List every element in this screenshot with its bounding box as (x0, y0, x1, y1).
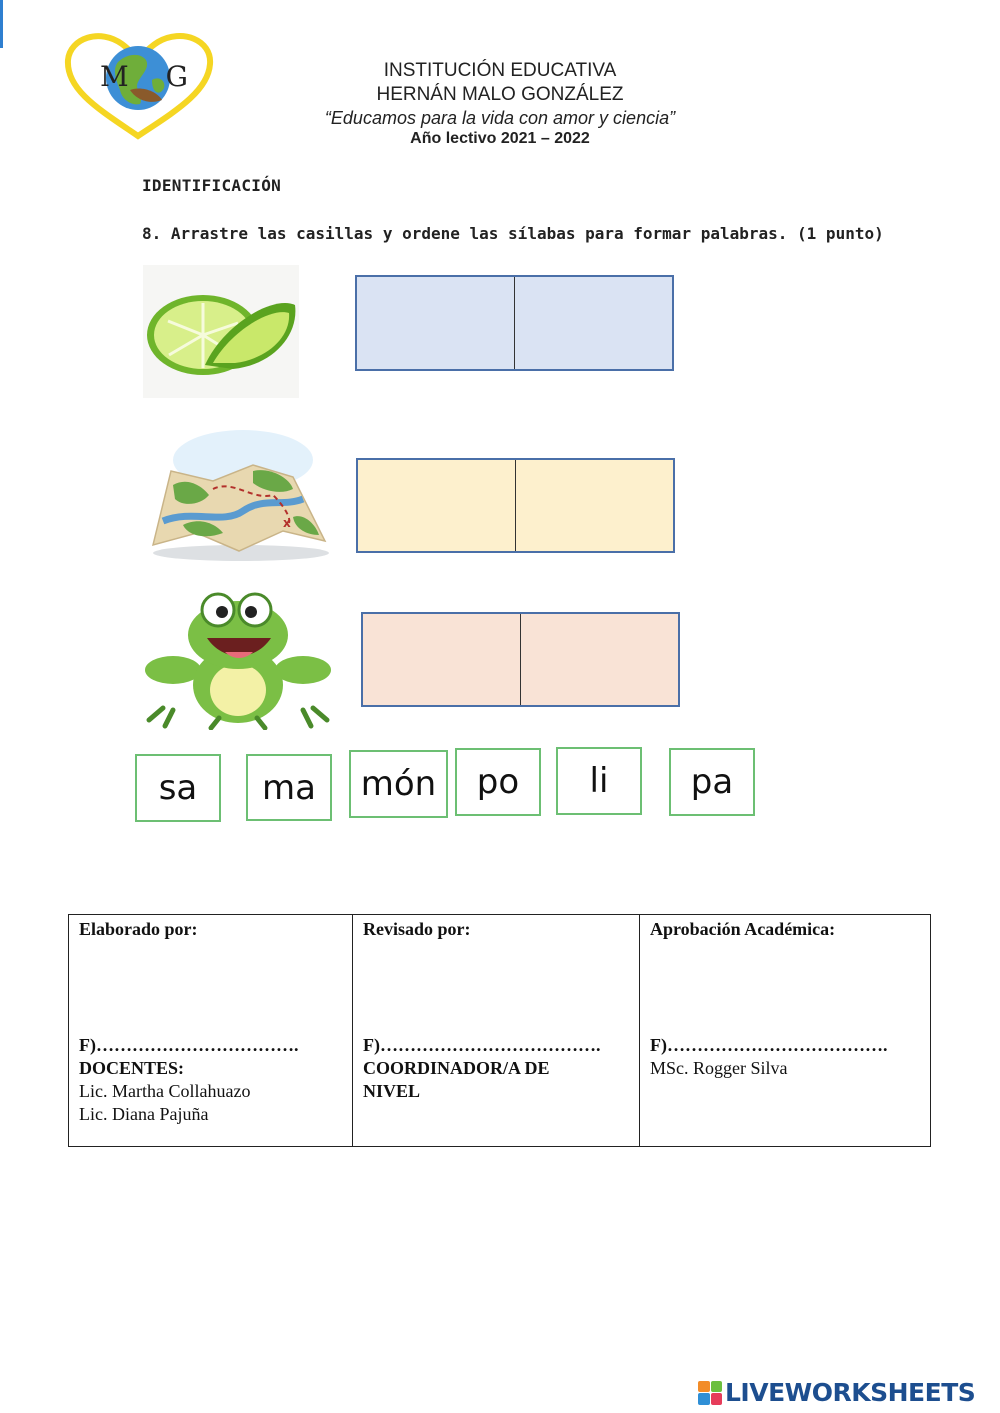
elaborado-heading: Elaborado por: (79, 919, 198, 939)
svg-text:x: x (283, 516, 291, 530)
drop-slot-1[interactable] (358, 460, 516, 551)
map-picture (143, 425, 333, 565)
signature-table (68, 914, 931, 1147)
elaborado-cell (69, 915, 353, 1147)
page-edge-marker (0, 0, 3, 48)
revisado-role (363, 1057, 550, 1103)
drop-slot-2[interactable] (521, 614, 678, 705)
revisado-cell (353, 915, 640, 1147)
aprobacion-cell (640, 915, 931, 1147)
institution-line-1: INSTITUCIÓN EDUCATIVA (383, 60, 617, 81)
syllable-tile-po[interactable]: po (455, 748, 541, 816)
drop-slot-2[interactable] (515, 277, 672, 369)
aprobacion-name: MSc. Rogger Silva (650, 1058, 788, 1078)
teacher-name-2: Lic. Diana Pajuña (79, 1104, 209, 1124)
revisado-heading: Revisado por: (363, 919, 471, 939)
aprobacion-sign-line: F)………………………………. (650, 1035, 888, 1055)
syllable-tile-pa[interactable]: pa (669, 748, 755, 816)
teacher-name-1: Lic. Martha Collahuazo (79, 1081, 251, 1101)
logo-letters: M G (100, 60, 202, 93)
syllable-tile-ma[interactable]: ma (246, 754, 332, 821)
syllable-tile-li[interactable]: li (556, 747, 642, 815)
drop-slot-1[interactable] (357, 277, 515, 369)
brand-name: LIVEWORKSHEETS (725, 1378, 976, 1407)
elaborado-names (79, 1080, 250, 1126)
drop-slot-1[interactable] (363, 614, 521, 705)
lime-picture (143, 265, 299, 398)
school-logo (60, 30, 220, 145)
aprobacion-heading: Aprobación Académica: (650, 919, 836, 939)
drop-box-frog[interactable] (361, 612, 680, 707)
frog-picture (143, 590, 333, 730)
liveworksheets-brand (698, 1378, 975, 1407)
exercise-instruction: 8. Arrastre las casillas y ordene las sílabas para formar palabras. (1 punto) (142, 224, 884, 243)
section-title: IDENTIFICACIÓN (142, 176, 282, 195)
revisado-sign-line: F)………………………………. (363, 1035, 601, 1055)
liveworksheets-logo-icon (698, 1381, 722, 1405)
drop-box-map[interactable] (356, 458, 675, 553)
elaborado-role: DOCENTES: (79, 1058, 185, 1078)
institution-line-2: HERNÁN MALO GONZÁLEZ (376, 84, 624, 105)
elaborado-sign-line: F)……………………………. (79, 1035, 299, 1055)
school-motto: “Educamos para la vida con amor y ciencia” (324, 108, 676, 128)
school-year: Año lectivo 2021 – 2022 (410, 130, 590, 147)
syllable-tile-sa[interactable]: sa (135, 754, 221, 822)
revisado-role-line-1: COORDINADOR/A DE (363, 1058, 550, 1078)
syllable-tile-mon[interactable]: món (349, 750, 448, 818)
drop-box-lime[interactable] (355, 275, 674, 371)
revisado-role-line-2: NIVEL (363, 1081, 421, 1101)
drop-slot-2[interactable] (516, 460, 673, 551)
